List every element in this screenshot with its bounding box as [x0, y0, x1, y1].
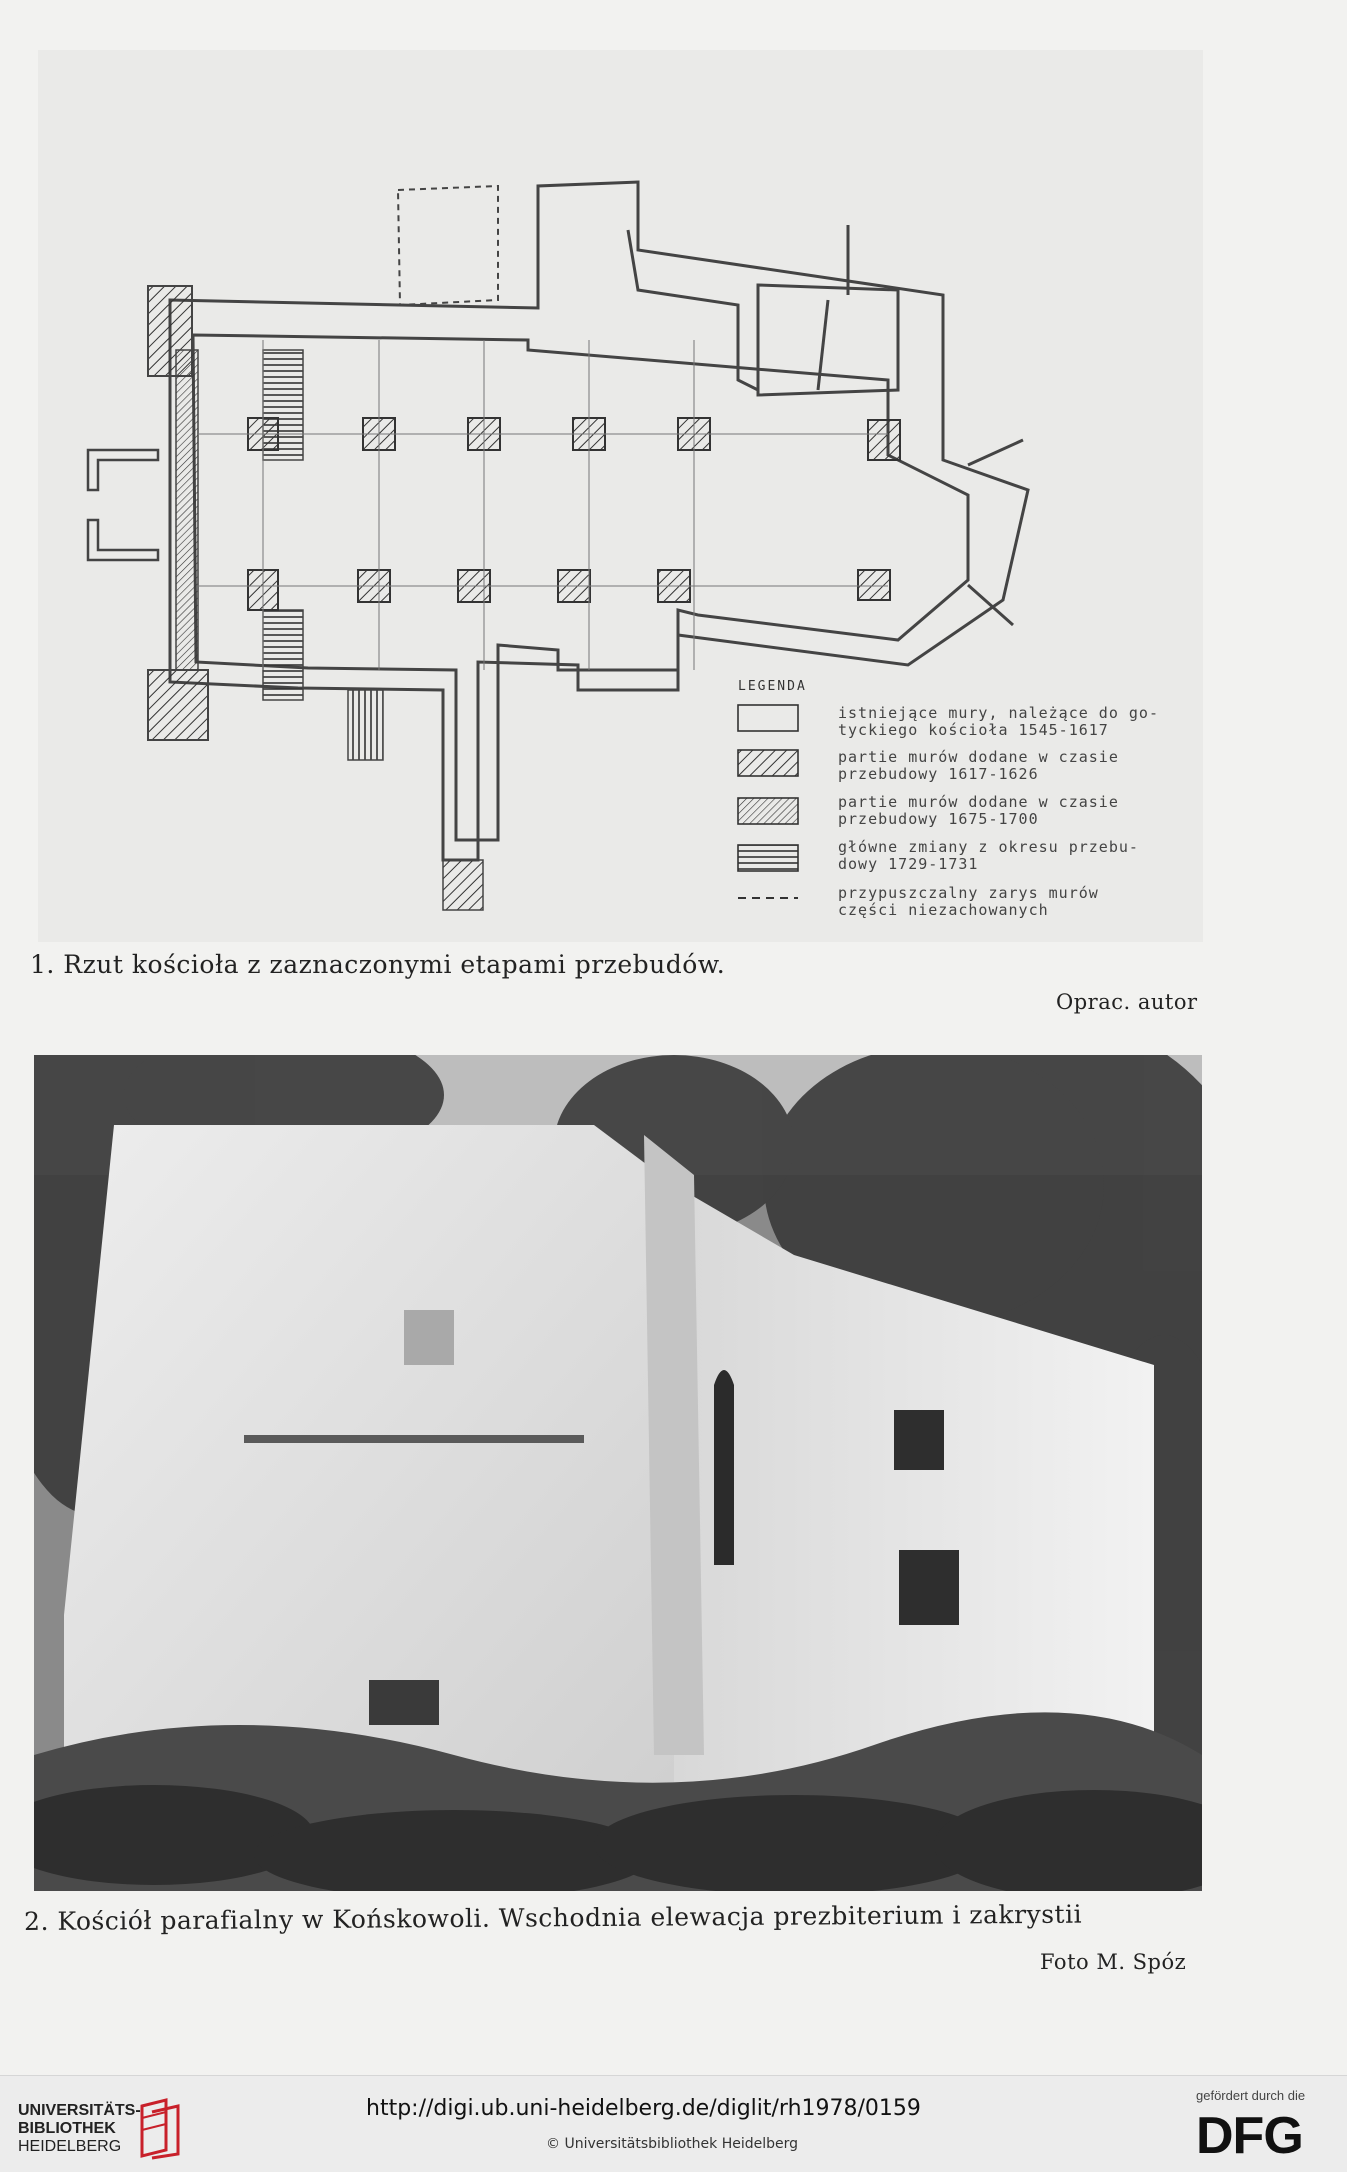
wall-stub	[88, 450, 158, 490]
legend-0-line2: tyckiego kościoła 1545-1617	[838, 721, 1109, 739]
wall-segment	[148, 670, 208, 740]
plan-legend	[738, 679, 1159, 919]
legend-2-line1: partie murów dodane w czasie	[838, 793, 1119, 811]
dfg-logo: DFG	[1196, 2107, 1303, 2165]
library-logo-icon	[132, 2098, 188, 2160]
legend-0-line1: istniejące mury, należące do go-	[838, 704, 1159, 722]
legend-swatch-1675	[738, 798, 798, 824]
wall-segment	[176, 350, 198, 670]
figure-2-photograph	[34, 1055, 1202, 1891]
copyright-notice: © Universitätsbibliothek Heidelberg	[546, 2136, 799, 2152]
figure-1-floor-plan	[38, 50, 1203, 942]
funding-note: gefördert durch die	[1196, 2088, 1306, 2103]
wall-segment	[443, 860, 483, 910]
legend-swatch-1729	[738, 845, 798, 871]
wall-segment	[348, 690, 383, 760]
legend-swatch-1617	[738, 750, 798, 776]
church-photo-drawing	[34, 1055, 1202, 1891]
legend-swatch-existing	[738, 705, 798, 731]
legend-1-line2: przebudowy 1617-1626	[838, 765, 1039, 783]
wall-segment	[263, 610, 303, 700]
figure-1-credit: Oprac. autor	[1056, 990, 1198, 1014]
library-name	[18, 2102, 141, 2156]
piers	[248, 418, 900, 610]
legend-4-line2: części niezachowanych	[838, 901, 1049, 919]
conjectural-wall	[398, 186, 498, 305]
digitization-footer	[0, 2075, 1347, 2172]
figure-2-credit: Foto M. Spóz	[1040, 1950, 1187, 1974]
digital-copy-url[interactable]: http://digi.ub.uni-heidelberg.de/diglit/rh1978/0159	[366, 2096, 921, 2121]
wall-stub	[88, 520, 158, 560]
library-line-2: BIBLIOTHEK	[18, 2120, 116, 2137]
legend-4-line1: przypuszczalny zarys murów	[838, 884, 1099, 902]
figure-2-caption: 2. Kościół parafialny w Końskowoli. Wschodnia elewacja prezbiterium i zakrystii	[24, 1899, 1083, 1936]
legend-2-line2: przebudowy 1675-1700	[838, 810, 1039, 828]
library-line-1: UNIVERSITÄTS-	[18, 2102, 141, 2119]
floor-plan-drawing	[38, 50, 1203, 942]
legend-1-line1: partie murów dodane w czasie	[838, 748, 1119, 766]
legend-3-line1: główne zmiany z okresu przebu-	[838, 838, 1139, 856]
legend-3-line2: dowy 1729-1731	[838, 855, 979, 873]
library-line-3: HEIDELBERG	[18, 2138, 122, 2155]
legend-title: LEGENDA	[738, 679, 807, 694]
figure-1-caption: 1. Rzut kościoła z zaznaczonymi etapami przebudów.	[30, 950, 726, 979]
